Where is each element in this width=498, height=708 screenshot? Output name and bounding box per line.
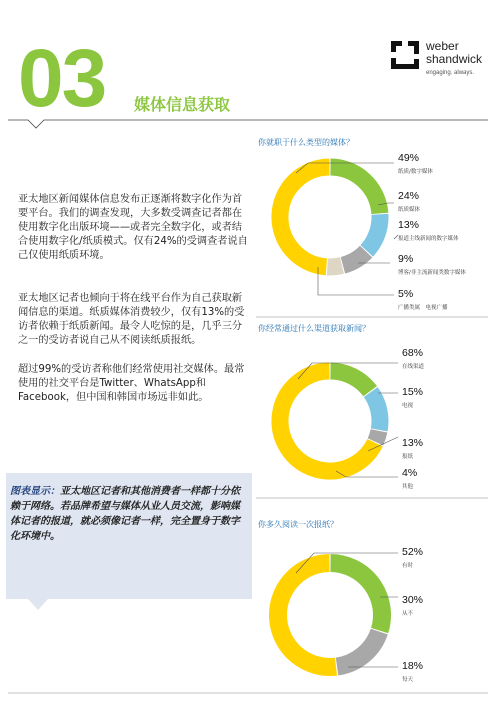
chart-3-donut	[248, 535, 498, 695]
chart-1-label-2: 24%	[398, 190, 420, 202]
chart-3-cat-3: 每天	[402, 677, 414, 683]
chart-3-slice-1	[278, 563, 336, 667]
callout-text	[10, 484, 242, 544]
chart-2-label-1: 68%	[402, 347, 424, 359]
chart-2-donut	[248, 333, 498, 493]
chart-2-cat-3: 报纸	[402, 454, 414, 460]
chart-2-slice-3	[371, 392, 380, 430]
chart-1-label-5: 5%	[398, 288, 414, 300]
chart-2-cat-2: 电视	[402, 403, 414, 409]
logo-wordmark	[426, 40, 482, 66]
chart-2-label-3: 13%	[402, 437, 424, 449]
section-number: 03	[18, 33, 106, 124]
chart-2-slice-2	[331, 371, 371, 391]
chart-1-cat-1: 纸质/数字媒体	[398, 169, 433, 175]
chart-3-title: 你多久阅读一次报纸？	[258, 520, 338, 529]
body-paragraph-2: 亚太地区记者也倾向于将在线平台作为自己获取新闻信息的渠道。纸质媒体消费较少，仅有13%的受访者依赖于纸质新闻。最令人吃惊的是，几乎三分之一的受访者说自己从不阅读纸质报纸。	[18, 293, 245, 346]
chart-1-slice-2	[331, 167, 380, 213]
callout-lead: 图表显示：	[10, 486, 60, 497]
chart-1-slice-1	[280, 167, 330, 267]
chart-2-title: 你经常通过什么渠道获取新闻？	[258, 324, 370, 333]
chart-1-slice-3	[367, 214, 380, 251]
chart-1-cat-2: 纸质媒体	[398, 207, 421, 213]
chart-1-slice-5	[327, 266, 342, 267]
chart-3-cat-1: 有时	[402, 563, 414, 569]
logo-line-1: weber	[426, 39, 459, 53]
callout-body: 亚太地区记者和其他消费者一样都十分依赖于网络。若品牌希望与媒体从业人员交流，影响媒体记者的报道，就必须像记者一样，完全置身于数字化环境中。	[10, 486, 240, 542]
chart-3-label-2: 30%	[402, 594, 424, 606]
chart-1-donut	[248, 145, 498, 315]
weber-shandwick-logo-icon	[390, 40, 420, 70]
chart-1-cat-4: 博客/非主流新闻类数字媒体	[398, 270, 466, 276]
chart-2-cat-1: 在线渠道	[402, 364, 425, 370]
chart-1-label-4: 9%	[398, 253, 414, 265]
chart-1-cat-5: 广播类属 电视广播	[398, 305, 448, 311]
chart-1-label-3: 13%	[398, 219, 420, 231]
body-paragraph-1: 亚太地区新闻媒体信息发布正逐渐将数字化作为首要平台。我们的调查发现，大多数受调查记者都在使用数字化出版环境——或者完全数字化，或者结合使用数字化/纸质模式。仅有24%的受调查者说自己仅使用纸质环境。	[18, 194, 248, 261]
body-paragraph-3: 超过99%的受访者称他们经常使用社交媒体。最常使用的社交平台是Twitter、WhatsApp和Facebook，但中国和韩国市场远非如此。	[18, 364, 245, 403]
chart-2-label-4: 4%	[402, 467, 418, 479]
chart-2-label-2: 15%	[402, 386, 424, 398]
chart-3-label-1: 52%	[402, 546, 424, 558]
chart-3-slice-2	[331, 563, 382, 631]
chart-2-cat-4: 其他	[402, 484, 414, 490]
chart-3-cat-2: 从不	[402, 611, 414, 617]
chart-1-cat-3: 报道主线新闻的数字媒体	[398, 236, 459, 242]
chart-3-slice-3	[337, 632, 379, 667]
chart-1-title: 你就职于什么类型的媒体？	[258, 138, 354, 147]
logo-tagline: engaging. always.	[426, 70, 475, 76]
chart-3-label-3: 18%	[402, 660, 424, 672]
chart-2-slice-4	[375, 431, 379, 442]
logo-line-2: shandwick	[426, 52, 483, 66]
chart-1-label-1: 49%	[398, 152, 420, 164]
section-title: 媒体信息获取	[134, 95, 231, 114]
